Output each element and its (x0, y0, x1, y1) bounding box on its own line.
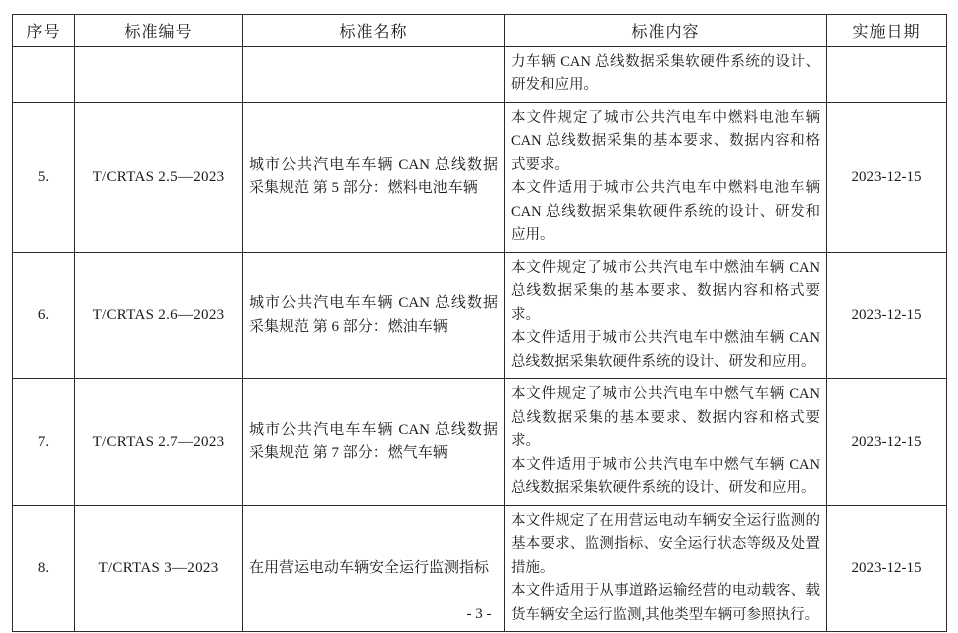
cell-content (505, 379, 827, 505)
cell-no: 7. (13, 379, 75, 505)
column-header-no: 序号 (13, 15, 75, 47)
cell-date: 2023-12-15 (827, 252, 947, 378)
content-paragraph: 本文件规定了城市公共汽电车中燃油车辆 CAN 总线数据采集的基本要求、数据内容和格式要求。 (511, 259, 820, 323)
table-header (13, 15, 947, 47)
cell-content (505, 252, 827, 378)
content-paragraph: 本文件规定了城市公共汽电车中燃气车辆 CAN 总线数据采集的基本要求、数据内容和格式要求。 (511, 386, 820, 450)
cell-name (243, 47, 505, 103)
column-header-content: 标准内容 (505, 15, 827, 47)
content-paragraph: 本文件适用于城市公共汽电车中燃料电池车辆 CAN 总线数据采集软硬件系统的设计、研发和应用。 (511, 180, 820, 244)
cell-date: 2023-12-15 (827, 505, 947, 631)
table-row (13, 252, 947, 378)
content-paragraph: 本文件适用于城市公共汽电车中燃气车辆 CAN 总线数据采集软硬件系统的设计、研发和应用。 (511, 456, 820, 497)
content-paragraph: 本文件规定了城市公共汽电车中燃料电池车辆 CAN 总线数据采集的基本要求、数据内容和格式要求。 (511, 109, 820, 173)
cell-name: 城市公共汽电车车辆 CAN 总线数据采集规范 第 7 部分：燃气车辆 (243, 379, 505, 505)
cell-name: 城市公共汽电车车辆 CAN 总线数据采集规范 第 5 部分：燃料电池车辆 (243, 102, 505, 252)
table-row (13, 379, 947, 505)
column-header-code: 标准编号 (75, 15, 243, 47)
column-header-name: 标准名称 (243, 15, 505, 47)
cell-code: T/CRTAS 3—2023 (75, 505, 243, 631)
cell-no: 5. (13, 102, 75, 252)
cell-code: T/CRTAS 2.5—2023 (75, 102, 243, 252)
table-row (13, 102, 947, 252)
cell-date: 2023-12-15 (827, 102, 947, 252)
content-paragraph: 本文件适用于城市公共汽电车中燃油车辆 CAN 总线数据采集软硬件系统的设计、研发和应用。 (511, 330, 820, 370)
column-header-date: 实施日期 (827, 15, 947, 47)
cell-code: T/CRTAS 2.6—2023 (75, 252, 243, 378)
cell-date: 2023-12-15 (827, 379, 947, 505)
cell-no (13, 47, 75, 103)
page-number: - 3 - (466, 606, 492, 622)
cell-content (505, 102, 827, 252)
table-row (13, 47, 947, 103)
standards-table (12, 14, 947, 632)
cell-date (827, 47, 947, 103)
content-paragraph: 本文件适用于从事道路运输经营的电动载客、载货车辆安全运行监测,其他类型车辆可参照执行。 (511, 583, 820, 623)
content-paragraph: 本文件规定了在用营运电动车辆安全运行监测的基本要求、监测指标、安全运行状态等级及处置措施。 (511, 512, 820, 576)
cell-no: 6. (13, 252, 75, 378)
cell-name: 城市公共汽电车车辆 CAN 总线数据采集规范 第 6 部分：燃油车辆 (243, 252, 505, 378)
cell-content (505, 47, 827, 103)
cell-code: T/CRTAS 2.7—2023 (75, 379, 243, 505)
header-row (13, 15, 947, 47)
content-paragraph: 力车辆 CAN 总线数据采集软硬件系统的设计、研发和应用。 (511, 54, 820, 94)
cell-no: 8. (13, 505, 75, 631)
table-body (13, 47, 947, 632)
cell-name: 在用营运电动车辆安全运行监测指标 (243, 505, 505, 631)
cell-code (75, 47, 243, 103)
